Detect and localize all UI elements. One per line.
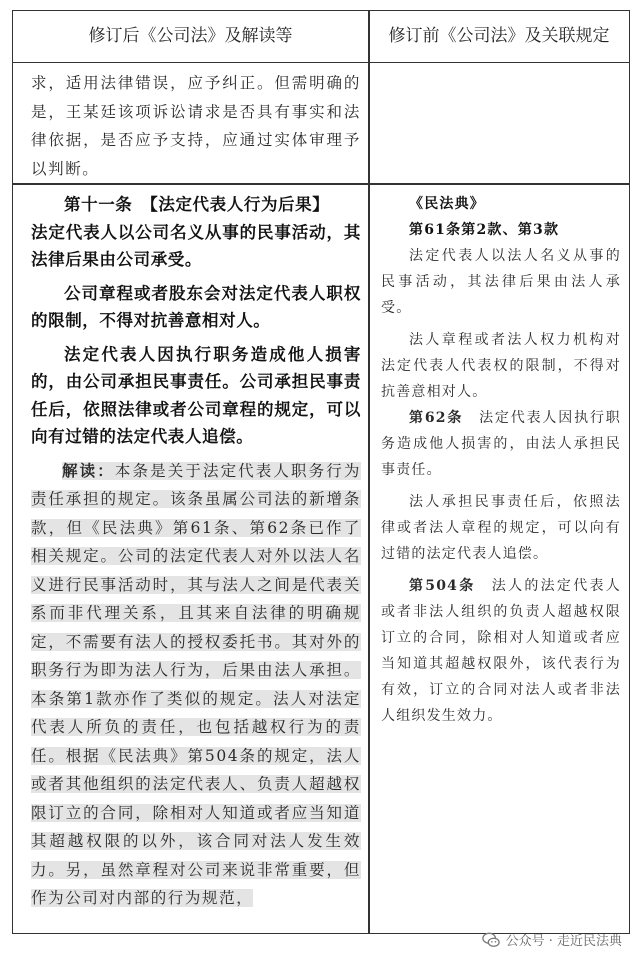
interpretation-paragraph (31, 457, 361, 913)
right-main-cell (381, 191, 621, 729)
article-62-paragraph-2: 法人承担民事责任后，依照法律或者法人章程的规定，可以向有过错的法定代表人追偿。 (381, 494, 621, 562)
article-504-heading: 第504条 (409, 578, 476, 594)
article-paragraph-2: 公司章程或者股东会对法定代表人职权的限制，不得对抗善意相对人。 (31, 283, 361, 330)
row-divider (13, 183, 629, 185)
left-top-cell (31, 69, 361, 183)
article-heading: 第十一条 【法定代表人行为后果】 (64, 195, 330, 214)
article-paragraph-1: 法定代表人以公司名义从事的民事活动，其法律后果由公司承受。 (31, 222, 361, 269)
article-61-paragraph-2: 法人章程或者法人权力机构对法定代表人代表权的限制，不得对抗善意相对人。 (381, 332, 621, 400)
header-left: 修订后《公司法》及解读等 (88, 26, 293, 46)
article-62-paragraph-1 (381, 405, 621, 483)
column-divider (368, 11, 370, 933)
table-header (13, 11, 629, 63)
previous-case-text: 求，适用法律错误，应予纠正。但需明确的是，王某廷该项诉讼请求是否具有事实和法律依据，是否应予支持，应通过实体审理予以判断。 (31, 74, 361, 178)
article-paragraph-3: 法定代表人因执行职务造成他人损害的，由公司承担民事责任。公司承担民事责任后，依照法律或者公司章程的规定，可以向有过错的法定代表人追偿。 (31, 344, 361, 446)
article-504-text: 法人的法定代表人或者非法人组织的负责人超越权限订立的合同，除相对人知道或者应当知道其超越权限外，该代表行为有效，订立的合同对法人或者非法人组织发生效力。 (381, 578, 621, 724)
article-61-paragraph-1: 法定代表人以法人名义从事的民事活动，其法律后果由法人承受。 (381, 248, 621, 316)
left-main-cell (31, 191, 361, 913)
article-62-text: 法定代表人因执行职务造成他人损害的，由法人承担民事责任。 (381, 410, 621, 478)
interpretation-text: 本条是关于法定代表人职务行为责任承担的规定。该条虽属公司法的新增条款，但《民法典》第61条、第62条已作了相关规定。公司的法定代表人对外以法人名义进行民事活动时，其与法人之间是代表关系而非代理关系，且其来自法律的明确规定，不需要有法人的授权委托书。其对外的职务行为即为法人行为，后果由法人承担。本条第1款亦作了类似的规定。法人对法定代表人所负的责任，也包括越权行为的责任。根据《民法典》第504条的规定，法人或者其他组织的法定代表人、负责人超越权限订立的合同，除相对人知道或者应当知道其超越权限的以外，该合同对法人发生效力。另，虽然章程对公司来说非常重要，但作为公司对内部的行为规范， (31, 461, 361, 907)
watermark (482, 930, 622, 949)
civil-code-title: 《民法典》 (409, 196, 485, 212)
article-504-paragraph (381, 573, 621, 729)
wechat-icon (482, 931, 500, 949)
article-61-heading: 第61条第2款、第3款 (409, 222, 560, 238)
article-62-heading: 第62条 (409, 410, 464, 426)
comparison-table (12, 10, 630, 934)
interpretation-label: 解读： (62, 460, 115, 480)
watermark-text: 公众号 · 走近民法典 (505, 934, 622, 949)
header-right: 修订前《公司法》及关联规定 (388, 26, 610, 46)
